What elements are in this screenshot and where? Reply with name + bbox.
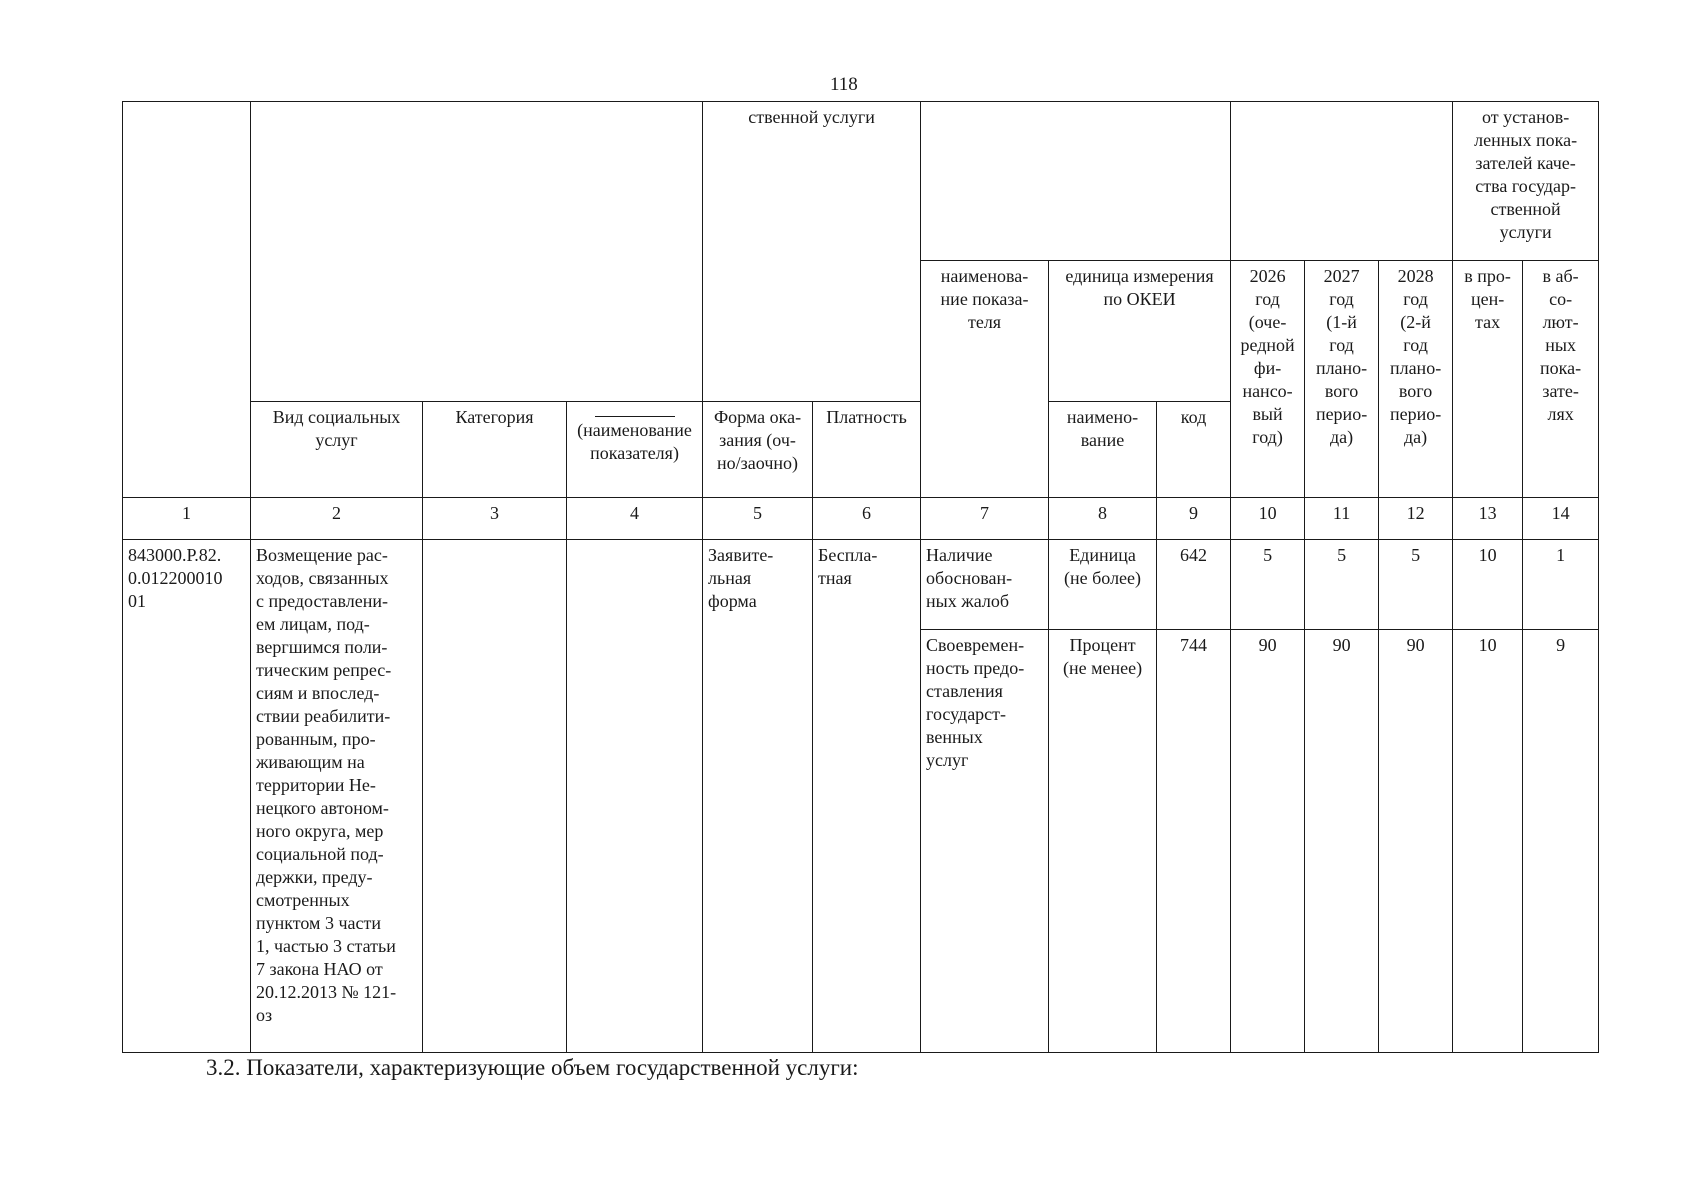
deviation-percent: 10 [1453, 630, 1523, 1053]
header-cell-empty-2-4 [251, 102, 703, 402]
category-value [423, 540, 567, 1053]
unit-name: Процент (не менее) [1049, 630, 1157, 1053]
table-row [123, 540, 1599, 630]
column-number: 9 [1157, 498, 1231, 540]
column-number: 13 [1453, 498, 1523, 540]
registry-code: 843000.Р.82. 0.012200010 01 [123, 540, 251, 1053]
column-number: 14 [1523, 498, 1599, 540]
column-number: 11 [1305, 498, 1379, 540]
header-service-fragment: ственной услуги [703, 102, 921, 402]
header-unit-code: код [1157, 402, 1231, 498]
section-title: 3.2. Показатели, характеризующие объем государственной услуги: [206, 1055, 859, 1080]
unit-name: Единица (не более) [1049, 540, 1157, 630]
value-2027: 90 [1305, 630, 1379, 1053]
header-category: Категория [423, 402, 567, 498]
column-number: 3 [423, 498, 567, 540]
deviation-percent: 10 [1453, 540, 1523, 630]
header-social-service-type: Вид социальных услуг [251, 402, 423, 498]
header-indicator-placeholder [567, 402, 703, 498]
value-2026: 5 [1231, 540, 1305, 630]
value-2028: 5 [1379, 540, 1453, 630]
header-deviation: от установ- ленных пока- зателей каче- ства государ- ственной услуги [1453, 102, 1599, 261]
column-number: 8 [1049, 498, 1157, 540]
header-in-percent: в про- цен- тах [1453, 261, 1523, 498]
header-year-2027: 2027 год (1-й год плано- вого перио- да) [1305, 261, 1379, 498]
deviation-absolute: 1 [1523, 540, 1599, 630]
column-number: 6 [813, 498, 921, 540]
column-number: 2 [251, 498, 423, 540]
column-number: 1 [123, 498, 251, 540]
unit-code: 642 [1157, 540, 1231, 630]
indicator-placeholder-label: (наименование показателя) [577, 420, 692, 463]
column-number: 10 [1231, 498, 1305, 540]
header-cell-empty-1 [123, 102, 251, 498]
header-delivery-form: Форма ока- зания (оч- но/заочно) [703, 402, 813, 498]
deviation-absolute: 9 [1523, 630, 1599, 1053]
column-number: 12 [1379, 498, 1453, 540]
value-2028: 90 [1379, 630, 1453, 1053]
column-number: 4 [567, 498, 703, 540]
header-unit-name: наимено- вание [1049, 402, 1157, 498]
indicator-name: Своевремен- ность предо- ставления государст- венных услуг [921, 630, 1049, 1053]
value-2026: 90 [1231, 630, 1305, 1053]
column-number: 7 [921, 498, 1049, 540]
header-in-absolute: в аб- со- лют- ных пока- зате- лях [1523, 261, 1599, 498]
payment-value: Беспла- тная [813, 540, 921, 1053]
header-payment: Платность [813, 402, 921, 498]
column-number: 5 [703, 498, 813, 540]
header-indicator-name: наименова- ние показа- теля [921, 261, 1049, 498]
value-2027: 5 [1305, 540, 1379, 630]
blank-line [595, 416, 675, 417]
service-description: Возмещение рас- ходов, связанных с предоставлени- ем лицам, под- вергшимся поли- тическим репрес- сиям и впослед- ствии реабилити- рованным, про- живающим на территории Не- нецкого автоном- ного округа, мер социальной под- держки, преду- смотренных пунктом 3 части 1, частью 3 статьи 7 закона НАО от 20.12.2013 № 121- оз [251, 540, 423, 1053]
header-cell-empty-7-9 [921, 102, 1231, 261]
header-year-2028: 2028 год (2-й год плано- вого перио- да) [1379, 261, 1453, 498]
page-number: 118 [830, 74, 858, 95]
quality-indicators-table [122, 101, 1599, 1053]
indicator-placeholder-value [567, 540, 703, 1053]
unit-code: 744 [1157, 630, 1231, 1053]
header-year-2026: 2026 год (оче- редной фи- нансо- вый год) [1231, 261, 1305, 498]
delivery-form-value: Заявите- льная форма [703, 540, 813, 1053]
header-cell-empty-10-12 [1231, 102, 1453, 261]
column-numbers-row [123, 498, 1599, 540]
header-unit-okei: единица измерения по ОКЕИ [1049, 261, 1231, 402]
indicator-name: Наличие обоснован- ных жалоб [921, 540, 1049, 630]
